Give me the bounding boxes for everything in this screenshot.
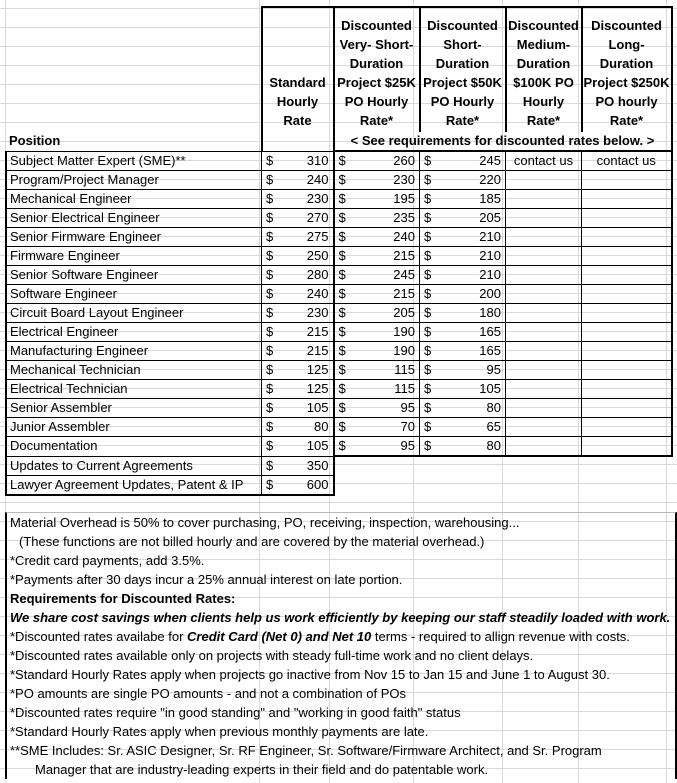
medium-rate-cell	[506, 190, 582, 209]
very-short-rate-cell	[334, 380, 420, 399]
rate-value: 215	[393, 248, 415, 263]
short-rate-cell	[420, 285, 506, 304]
empty-cell	[420, 456, 506, 475]
long-rate-cell	[582, 399, 672, 418]
rate-value: 65	[486, 419, 501, 434]
note-late-payments: *Payments after 30 days incur a 25% annual interest on late portion.	[10, 572, 403, 587]
currency-symbol: $	[424, 191, 432, 206]
medium-rate-cell	[506, 228, 582, 247]
table-row	[6, 323, 672, 342]
header-very-short: Discounted Very- Short- Duration Project $25K PO Hourly Rate*	[334, 7, 420, 132]
very-short-rate-cell	[334, 151, 420, 171]
rate-value: 180	[479, 305, 501, 320]
standard-rate-cell	[262, 304, 334, 323]
very-short-rate-cell	[334, 342, 420, 361]
short-rate-cell	[420, 418, 506, 437]
table-row	[6, 247, 672, 266]
currency-symbol: $	[266, 305, 274, 320]
note-sme-includes: **SME Includes: Sr. ASIC Designer, Sr. RF Engineer, Sr. Software/Firmware Architect, and Sr. Program	[10, 743, 602, 758]
short-rate-cell	[420, 247, 506, 266]
very-short-rate-cell	[334, 323, 420, 342]
rate-value: 215	[306, 343, 329, 358]
short-rate-cell	[420, 304, 506, 323]
currency-symbol: $	[266, 152, 274, 168]
rate-value: 240	[393, 229, 415, 244]
long-rate-cell	[582, 285, 672, 304]
position-cell: Mechanical Technician	[6, 361, 262, 380]
currency-symbol: $	[338, 438, 346, 453]
rate-value: 200	[479, 286, 501, 301]
rate-value: 185	[479, 191, 501, 206]
very-short-rate-cell	[334, 190, 420, 209]
header-blank	[6, 7, 262, 132]
rate-value: 80	[486, 400, 501, 415]
rate-value: 600	[306, 476, 329, 492]
note-overhead-detail: (These functions are not billed hourly and are covered by the material overhead.)	[19, 534, 485, 549]
table-row	[6, 151, 672, 171]
very-short-rate-cell	[334, 304, 420, 323]
rate-value: 80	[486, 438, 501, 453]
rate-value: 245	[393, 267, 415, 282]
rate-value: 240	[306, 172, 329, 187]
rate-value: 215	[393, 286, 415, 301]
currency-symbol: $	[266, 172, 274, 187]
very-short-rate-cell	[334, 437, 420, 457]
standard-rate-cell	[262, 247, 334, 266]
rate-value: 250	[306, 248, 329, 263]
currency-symbol: $	[338, 210, 346, 225]
position-cell: Manufacturing Engineer	[6, 342, 262, 361]
medium-rate-cell	[506, 304, 582, 323]
discount-terms-suffix: terms - required to allign revenue with costs.	[371, 629, 630, 644]
empty-cell	[506, 456, 582, 475]
note-single-po: *PO amounts are single PO amounts - and not a combination of POs	[10, 686, 406, 701]
rate-value: 260	[393, 153, 415, 168]
long-rate-cell	[582, 304, 672, 323]
medium-rate-cell	[506, 323, 582, 342]
note-good-standing: *Discounted rates require "in good standing" and "working in good faith" status	[10, 705, 461, 720]
empty-cell	[334, 456, 420, 475]
rate-value: 210	[479, 267, 501, 282]
note-sme-detail: Manager that are industry-leading experts in their field and do patentable work.	[35, 762, 489, 777]
rate-value: 210	[479, 229, 501, 244]
currency-symbol: $	[266, 343, 274, 358]
table-row	[6, 266, 672, 285]
standard-rate-cell	[262, 475, 334, 495]
table-row	[6, 285, 672, 304]
very-short-rate-cell	[334, 228, 420, 247]
very-short-rate-cell	[334, 361, 420, 380]
standard-subheader-blank	[262, 132, 334, 151]
medium-rate-cell	[506, 247, 582, 266]
standard-rate-cell	[262, 228, 334, 247]
rate-value: 105	[479, 381, 501, 396]
rate-value: 80	[314, 419, 329, 434]
short-rate-cell	[420, 151, 506, 171]
short-rate-cell	[420, 380, 506, 399]
rate-value: 270	[306, 210, 329, 225]
currency-symbol: $	[338, 305, 346, 320]
long-rate-cell	[582, 342, 672, 361]
currency-symbol: $	[338, 172, 346, 187]
standard-rate-cell	[262, 456, 334, 475]
currency-symbol: $	[424, 381, 432, 396]
long-rate-cell	[582, 437, 672, 457]
rate-value: 125	[306, 381, 329, 396]
currency-symbol: $	[266, 229, 274, 244]
position-cell: Lawyer Agreement Updates, Patent & IP	[6, 475, 262, 495]
currency-symbol: $	[266, 286, 274, 301]
currency-symbol: $	[338, 343, 346, 358]
position-cell: Senior Electrical Engineer	[6, 209, 262, 228]
short-rate-cell	[420, 190, 506, 209]
medium-rate-cell	[506, 266, 582, 285]
medium-rate-cell	[506, 342, 582, 361]
currency-symbol: $	[338, 362, 346, 377]
very-short-rate-cell	[334, 171, 420, 190]
long-rate-cell	[582, 418, 672, 437]
short-rate-cell	[420, 171, 506, 190]
rate-value: 280	[306, 267, 329, 282]
rate-value: 310	[306, 152, 329, 168]
standard-rate-cell	[262, 323, 334, 342]
rate-value: 125	[306, 362, 329, 377]
rate-table	[5, 6, 673, 496]
currency-symbol: $	[266, 362, 274, 377]
rate-value: 245	[479, 153, 501, 168]
rate-value: 115	[394, 362, 415, 377]
currency-symbol: $	[424, 419, 432, 434]
very-short-rate-cell	[334, 285, 420, 304]
long-rate-cell	[582, 190, 672, 209]
rate-value: 350	[306, 457, 329, 473]
short-rate-cell	[420, 437, 506, 457]
rate-value: 205	[393, 305, 415, 320]
long-rate-cell	[582, 247, 672, 266]
position-cell: Subject Matter Expert (SME)**	[6, 151, 262, 171]
table-row	[6, 171, 672, 190]
currency-symbol: $	[424, 343, 432, 358]
position-cell: Updates to Current Agreements	[6, 456, 262, 475]
header-short: Discounted Short- Duration Project $50K PO Hourly Rate*	[420, 7, 506, 132]
discount-terms-highlight: Credit Card (Net 0) and Net 10	[187, 629, 372, 644]
note-material-overhead: Material Overhead is 50% to cover purchasing, PO, receiving, inspection, warehousing...	[10, 515, 520, 530]
currency-symbol: $	[266, 210, 274, 225]
position-cell: Senior Assembler	[6, 399, 262, 418]
currency-symbol: $	[424, 210, 432, 225]
empty-cell	[582, 475, 672, 495]
long-rate-cell	[582, 266, 672, 285]
rate-value: 95	[400, 438, 415, 453]
rate-value: 230	[393, 172, 415, 187]
table-row	[6, 399, 672, 418]
position-cell: Electrical Technician	[6, 380, 262, 399]
standard-rate-cell	[262, 361, 334, 380]
long-rate-cell	[582, 380, 672, 399]
currency-symbol: $	[338, 324, 346, 339]
standard-rate-cell	[262, 151, 334, 171]
header-long: Discounted Long- Duration Project $250K PO hourly Rate*	[582, 7, 672, 132]
short-rate-cell	[420, 209, 506, 228]
position-cell: Firmware Engineer	[6, 247, 262, 266]
short-rate-cell	[420, 399, 506, 418]
standard-rate-cell	[262, 418, 334, 437]
table-row	[6, 228, 672, 247]
rate-value: 190	[393, 324, 415, 339]
very-short-rate-cell	[334, 247, 420, 266]
rate-value: 240	[306, 286, 329, 301]
currency-symbol: $	[424, 324, 432, 339]
rate-value: 165	[479, 343, 501, 358]
empty-cell	[506, 475, 582, 495]
long-rate-cell	[582, 171, 672, 190]
position-cell: Circuit Board Layout Engineer	[6, 304, 262, 323]
rate-value: 215	[306, 324, 329, 339]
position-cell: Senior Firmware Engineer	[6, 228, 262, 247]
currency-symbol: $	[338, 248, 346, 263]
medium-rate-cell	[506, 418, 582, 437]
note-steady-work: *Discounted rates available only on projects with steady full-time work and no client delays.	[10, 648, 534, 663]
position-cell: Documentation	[6, 437, 262, 457]
short-rate-cell	[420, 342, 506, 361]
very-short-rate-cell	[334, 418, 420, 437]
table-row	[6, 418, 672, 437]
currency-symbol: $	[424, 286, 432, 301]
currency-symbol: $	[266, 438, 274, 454]
position-column-header: Position	[9, 133, 61, 149]
rate-value: 230	[306, 191, 329, 206]
long-rate-cell	[582, 323, 672, 342]
position-cell: Mechanical Engineer	[6, 190, 262, 209]
currency-symbol: $	[338, 191, 346, 206]
currency-symbol: $	[424, 305, 432, 320]
currency-symbol: $	[424, 400, 432, 415]
header-medium: Discounted Medium- Duration $100K PO Hourly Rate*	[506, 7, 582, 132]
medium-rate-cell	[506, 285, 582, 304]
position-cell: Electrical Engineer	[6, 323, 262, 342]
empty-cell	[420, 475, 506, 495]
medium-rate-cell	[506, 171, 582, 190]
note-late-monthly: *Standard Hourly Rates apply when previous monthly payments are late.	[10, 724, 429, 739]
long-rate-cell	[582, 209, 672, 228]
medium-rate-cell	[506, 209, 582, 228]
standard-rate-cell	[262, 171, 334, 190]
currency-symbol: $	[266, 476, 274, 492]
notes-section	[5, 512, 677, 779]
standard-rate-cell	[262, 380, 334, 399]
short-rate-cell	[420, 228, 506, 247]
rate-value: 190	[393, 343, 415, 358]
empty-cell	[334, 475, 420, 495]
currency-symbol: $	[338, 286, 346, 301]
table-row	[6, 437, 672, 457]
extra-row	[6, 456, 672, 475]
short-rate-cell	[420, 266, 506, 285]
subheader-row	[6, 132, 672, 151]
long-rate-cell	[582, 361, 672, 380]
rate-value: 165	[479, 324, 501, 339]
short-rate-cell	[420, 323, 506, 342]
currency-symbol: $	[266, 191, 274, 206]
standard-rate-cell	[262, 399, 334, 418]
rate-value: 195	[393, 191, 415, 206]
rate-value: 95	[400, 400, 415, 415]
currency-symbol: $	[338, 419, 346, 434]
empty-cell	[582, 456, 672, 475]
rate-value: 275	[306, 229, 329, 244]
table-row	[6, 342, 672, 361]
rate-value: 105	[306, 400, 329, 415]
rate-value: 205	[479, 210, 501, 225]
currency-symbol: $	[424, 172, 432, 187]
standard-rate-cell	[262, 266, 334, 285]
rate-value: 210	[479, 248, 501, 263]
medium-rate-cell	[506, 380, 582, 399]
currency-symbol: $	[424, 438, 432, 453]
rate-value: 220	[479, 172, 501, 187]
position-cell: Senior Software Engineer	[6, 266, 262, 285]
note-discount-terms	[7, 627, 675, 646]
discount-terms-prefix: *Discounted rates availabe for	[10, 629, 188, 644]
rate-value: 230	[306, 305, 329, 320]
requirements-title: Requirements for Discounted Rates:	[10, 591, 236, 606]
currency-symbol: $	[266, 457, 274, 473]
table-row	[6, 209, 672, 228]
medium-rate-cell	[506, 399, 582, 418]
note-cost-savings: We share cost savings when clients help us work efficiently by keeping our staff steadily loaded with work.	[10, 610, 671, 625]
see-requirements-note: < See requirements for discounted rates below. >	[334, 132, 672, 151]
table-row	[6, 304, 672, 323]
note-credit-card: *Credit card payments, add 3.5%.	[10, 553, 205, 568]
rate-value: 105	[306, 438, 329, 454]
long-rate-cell	[582, 228, 672, 247]
currency-symbol: $	[424, 248, 432, 263]
standard-rate-cell	[262, 209, 334, 228]
currency-symbol: $	[266, 267, 274, 282]
currency-symbol: $	[266, 381, 274, 396]
standard-rate-cell	[262, 342, 334, 361]
medium-rate-cell	[506, 361, 582, 380]
currency-symbol: $	[266, 248, 274, 263]
currency-symbol: $	[338, 381, 346, 396]
currency-symbol: $	[338, 267, 346, 282]
header-standard: Standard Hourly Rate	[262, 7, 334, 132]
standard-rate-cell	[262, 437, 334, 457]
currency-symbol: $	[266, 400, 274, 415]
rate-value: 235	[393, 210, 415, 225]
table-row	[6, 361, 672, 380]
medium-rate-cell: contact us	[506, 151, 582, 171]
currency-symbol: $	[338, 400, 346, 415]
rate-value: 70	[400, 419, 415, 434]
header-row	[6, 7, 672, 132]
standard-rate-cell	[262, 190, 334, 209]
extra-row	[6, 475, 672, 495]
very-short-rate-cell	[334, 399, 420, 418]
medium-rate-cell	[506, 437, 582, 457]
very-short-rate-cell	[334, 266, 420, 285]
position-cell: Software Engineer	[6, 285, 262, 304]
currency-symbol: $	[424, 229, 432, 244]
long-rate-cell: contact us	[582, 151, 672, 171]
position-cell: Junior Assembler	[6, 418, 262, 437]
currency-symbol: $	[338, 153, 346, 168]
rate-value: 115	[394, 381, 415, 396]
standard-rate-cell	[262, 285, 334, 304]
note-inactive-periods: *Standard Hourly Rates apply when projects go inactive from Nov 15 to Jan 15 and June 1 to August 30.	[10, 667, 610, 682]
currency-symbol: $	[424, 362, 432, 377]
short-rate-cell	[420, 361, 506, 380]
position-cell: Program/Project Manager	[6, 171, 262, 190]
currency-symbol: $	[266, 419, 274, 434]
table-row	[6, 380, 672, 399]
table-row	[6, 190, 672, 209]
currency-symbol: $	[266, 324, 274, 339]
currency-symbol: $	[338, 229, 346, 244]
currency-symbol: $	[424, 267, 432, 282]
currency-symbol: $	[424, 153, 432, 168]
rate-value: 95	[486, 362, 501, 377]
very-short-rate-cell	[334, 209, 420, 228]
